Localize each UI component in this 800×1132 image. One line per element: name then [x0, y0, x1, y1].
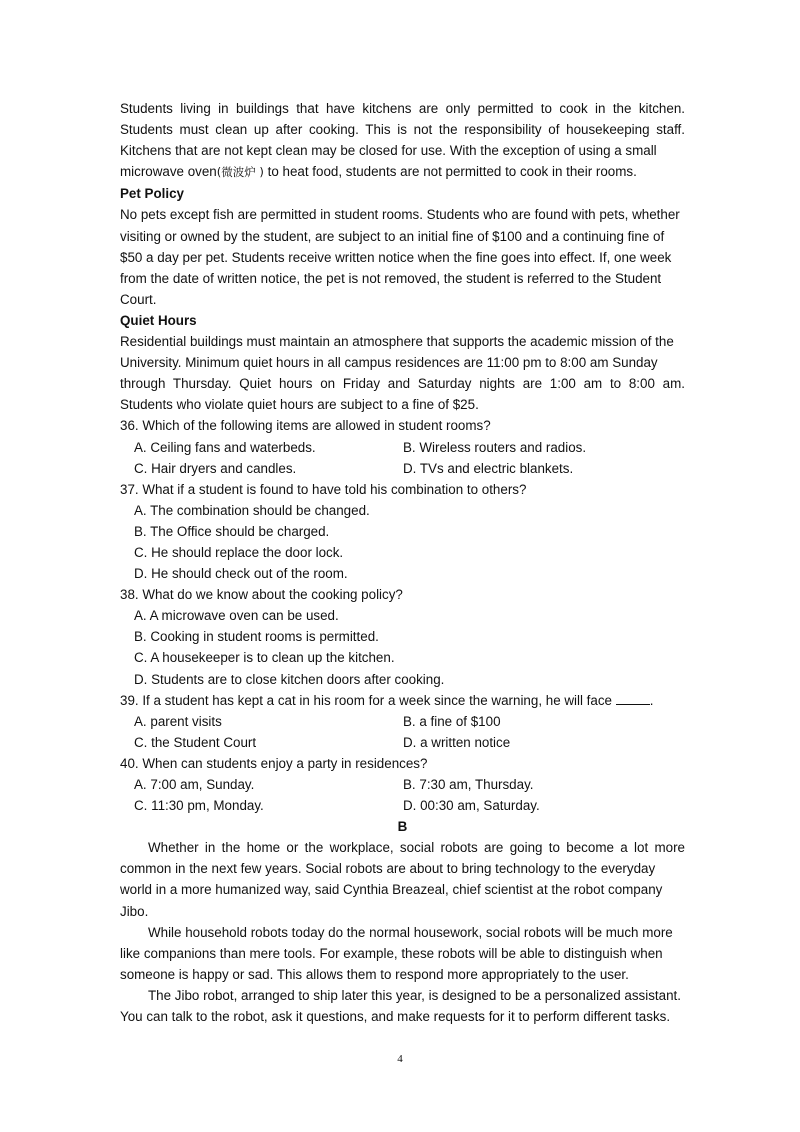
pet-line-3: $50 a day per pet. Students receive written notice when the fine goes into effect. If, one week: [120, 249, 672, 265]
question-39-stem: 39. If a student has kept a cat in his room for a week since the warning, he will face: [120, 692, 612, 708]
page-number: 4: [397, 1053, 403, 1065]
section-b-p1-line-2: common in the next few years. Social robots are about to bring technology to the everyday: [120, 861, 656, 877]
question-36-option-d: D. TVs and electric blankets.: [403, 460, 574, 476]
question-39-option-c: C. the Student Court: [134, 734, 257, 750]
question-40-stem: 40. When can students enjoy a party in residences?: [120, 755, 428, 771]
question-36-stem: 36. Which of the following items are allowed in student rooms?: [120, 418, 491, 434]
question-36-options-row-1: [120, 437, 685, 458]
pet-line-2: visiting or owned by the student, are subject to an initial fine of $100 and a continuing fine of: [120, 228, 665, 244]
cooking-line-3: Kitchens that are not kept clean may be closed for use. With the exception of using a small: [120, 143, 657, 159]
question-38-option-a: A. A microwave oven can be used.: [134, 608, 339, 624]
quiet-line-2: University. Minimum quiet hours in all campus residences are 11:00 pm to 8:00 am Sunday: [120, 355, 658, 371]
section-b-p3-line-1: The Jibo robot, arranged to ship later this year, is designed to be a personalized assistant.: [148, 987, 681, 1003]
section-b-p1-line-1: Whether in the home or the workplace, social robots are going to become a lot more: [148, 840, 685, 856]
cooking-line-2: Students must clean up after cooking. This is not the responsibility of housekeeping staff.: [120, 122, 685, 138]
question-40-option-c: C. 11:30 pm, Monday.: [134, 798, 264, 814]
question-37-option-c: C. He should replace the door lock.: [134, 544, 344, 560]
pet-line-1: No pets except fish are permitted in student rooms. Students who are found with pets, whether: [120, 207, 680, 223]
section-b-p2-line-2: like companions than mere tools. For example, these robots will be able to distinguish when: [120, 945, 663, 961]
section-b-p2-line-3: someone is happy or sad. This allows them to respond more appropriately to the user.: [120, 966, 629, 982]
section-b-p1-line-3: world in a more humanized way, said Cynthia Breazeal, chief scientist at the robot company: [120, 882, 663, 898]
question-37-option-d: D. He should check out of the room.: [134, 566, 348, 582]
question-40-option-b: B. 7:30 am, Thursday.: [403, 777, 534, 792]
pet-policy-heading: Pet Policy: [120, 186, 185, 202]
document-page: [120, 98, 685, 1027]
question-39-stem-end: .: [649, 692, 654, 708]
cooking-line-4-pre: microwave oven: [120, 164, 217, 180]
question-39: [120, 690, 685, 711]
pet-line-4: from the date of written notice, the pet is not removed, the student is referred to the Student: [120, 270, 662, 286]
cooking-line-4-post: to heat food, students are not permitted to cook in their rooms.: [263, 164, 637, 180]
quiet-line-3: through Thursday. Quiet hours on Friday and Saturday nights are 1:00 am to 8:00 am.: [120, 376, 685, 392]
question-38-option-d: D. Students are to close kitchen doors after cooking.: [134, 671, 445, 687]
quiet-line-4: Students who violate quiet hours are subject to a fine of $25.: [120, 397, 479, 413]
section-b-p2-line-1: While household robots today do the normal housework, social robots will be much more: [148, 924, 673, 940]
section-b-p1-line-4: Jibo.: [120, 903, 149, 919]
question-37-stem: 37. What if a student is found to have told his combination to others?: [120, 481, 527, 497]
question-36-option-b: B. Wireless routers and radios.: [403, 439, 587, 455]
question-36-option-a: A. Ceiling fans and waterbeds.: [134, 439, 316, 455]
question-40-option-d: D. 00:30 am, Saturday.: [403, 798, 540, 814]
cooking-chinese-term: (微波炉 ): [216, 165, 264, 180]
cooking-line-4: [120, 161, 685, 183]
cooking-line-1: Students living in buildings that have kitchens are only permitted to cook in the kitchen.: [120, 101, 685, 116]
answer-blank: [616, 692, 650, 705]
question-39-option-a: A. parent visits: [134, 713, 222, 729]
question-40-options-row-1: [120, 774, 685, 795]
section-b-p3-line-2: You can talk to the robot, ask it questions, and make requests for it to perform different tasks.: [120, 1009, 671, 1025]
quiet-line-1: Residential buildings must maintain an atmosphere that supports the academic mission of the: [120, 334, 674, 350]
question-39-option-b: B. a fine of $100: [403, 713, 501, 729]
question-38-stem: 38. What do we know about the cooking policy?: [120, 587, 403, 603]
question-40-options-row-2: [120, 795, 685, 816]
question-39-options-row-1: [120, 711, 685, 732]
question-36-option-c: C. Hair dryers and candles.: [134, 460, 297, 476]
question-37-option-a: A. The combination should be changed.: [134, 502, 370, 518]
question-37-option-b: B. The Office should be charged.: [134, 523, 330, 539]
quiet-hours-heading: Quiet Hours: [120, 312, 197, 328]
question-39-options-row-2: [120, 732, 685, 753]
question-39-option-d: D. a written notice: [403, 734, 511, 750]
question-36-options-row-2: [120, 458, 685, 479]
question-40-option-a: A. 7:00 am, Sunday.: [134, 777, 255, 792]
pet-line-5: Court.: [120, 291, 157, 307]
question-38-option-c: C. A housekeeper is to clean up the kitchen.: [134, 650, 395, 666]
section-b-label: B: [397, 819, 408, 835]
question-38-option-b: B. Cooking in student rooms is permitted.: [134, 629, 379, 645]
